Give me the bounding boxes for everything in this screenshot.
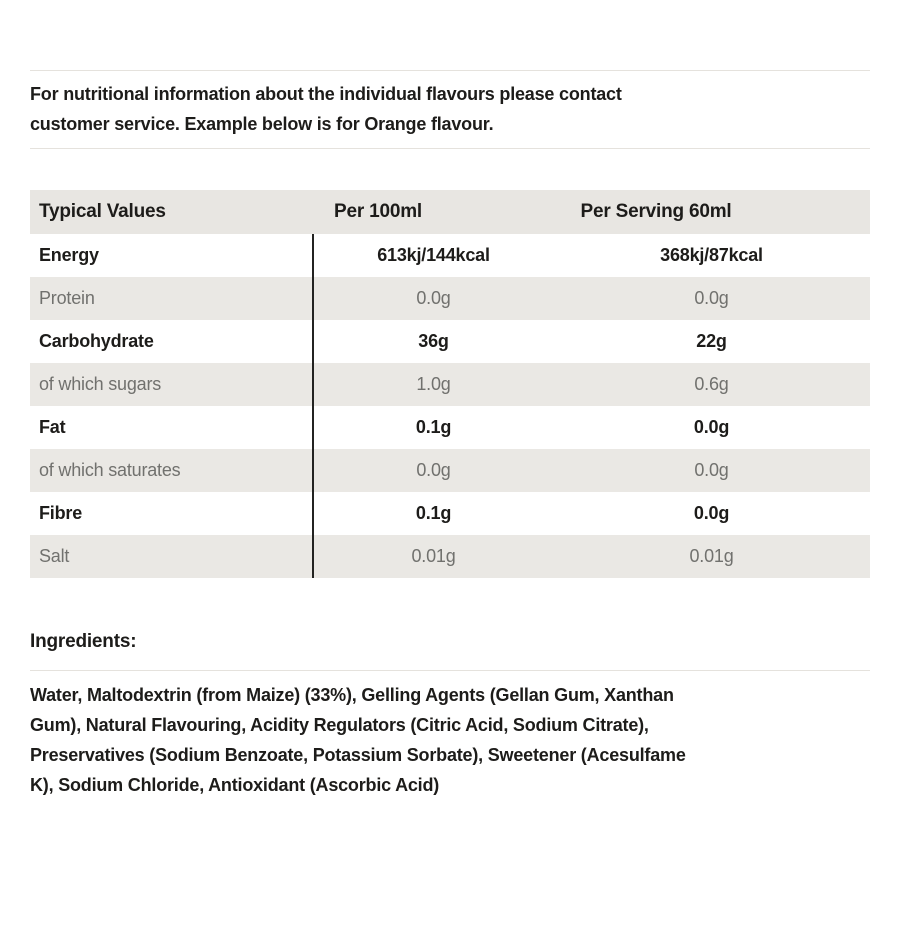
row-label: Fibre — [30, 492, 314, 535]
nutrition-table — [30, 190, 870, 578]
table-row-of-which-saturates — [30, 449, 870, 492]
per-100ml-value: 0.01g — [411, 546, 456, 566]
ingredients-text — [30, 680, 876, 800]
per-100ml-value: 0.0g — [416, 288, 451, 308]
row-label: Energy — [30, 234, 314, 277]
per-serving-value: 0.0g — [694, 460, 729, 480]
column-header-typical-values: Typical Values — [39, 201, 166, 222]
row-label: Protein — [30, 277, 314, 320]
per-100ml-value: 36g — [418, 331, 449, 351]
per-100ml-value: 0.1g — [415, 503, 452, 523]
ingredients-line-2: Gum), Natural Flavouring, Acidity Regulators (Citric Acid, Sodium Citrate), — [30, 715, 649, 735]
per-100ml-value: 0.0g — [416, 460, 451, 480]
table-header-row — [30, 190, 870, 234]
table-row-of-which-sugars — [30, 363, 870, 406]
per-100ml-value: 0.1g — [415, 417, 452, 437]
row-label: Salt — [30, 535, 314, 578]
table-row-fat — [30, 406, 870, 449]
ingredients-line-3: Preservatives (Sodium Benzoate, Potassium Sorbate), Sweetener (Acesulfame — [30, 745, 686, 765]
ingredients-divider — [30, 670, 870, 671]
row-label: of which saturates — [30, 449, 314, 492]
per-serving-value: 368kj/87kcal — [660, 245, 763, 265]
row-label: Fat — [30, 406, 314, 449]
table-row-fibre — [30, 492, 870, 535]
per-100ml-value: 613kj/144kcal — [377, 245, 490, 265]
table-row-carbohydrate — [30, 320, 870, 363]
ingredients-heading: Ingredients: — [30, 631, 137, 652]
top-section-divider — [30, 70, 870, 71]
per-100ml-value: 1.0g — [416, 374, 451, 394]
per-serving-value: 0.0g — [693, 503, 730, 523]
row-label: of which sugars — [30, 363, 314, 406]
column-header-per-serving-60ml: Per Serving 60ml — [580, 201, 732, 222]
table-row-salt — [30, 535, 870, 578]
per-serving-value: 0.01g — [689, 546, 734, 566]
intro-divider — [30, 148, 870, 149]
row-label: Carbohydrate — [30, 320, 314, 363]
table-row-energy — [30, 234, 870, 277]
ingredients-line-4: K), Sodium Chloride, Antioxidant (Ascorbic Acid) — [30, 775, 440, 795]
intro-text-line-2: customer service. Example below is for Orange flavour. — [30, 114, 494, 134]
intro-text-line-1: For nutritional information about the individual flavours please contact — [30, 84, 622, 104]
table-row-protein — [30, 277, 870, 320]
per-serving-value: 0.0g — [694, 288, 729, 308]
column-header-per-100ml: Per 100ml — [334, 201, 422, 222]
intro-text — [30, 79, 876, 139]
per-serving-value: 22g — [696, 331, 727, 351]
per-serving-value: 0.0g — [693, 417, 730, 437]
ingredients-line-1: Water, Maltodextrin (from Maize) (33%), Gelling Agents (Gellan Gum, Xanthan — [30, 685, 674, 705]
per-serving-value: 0.6g — [694, 374, 729, 394]
